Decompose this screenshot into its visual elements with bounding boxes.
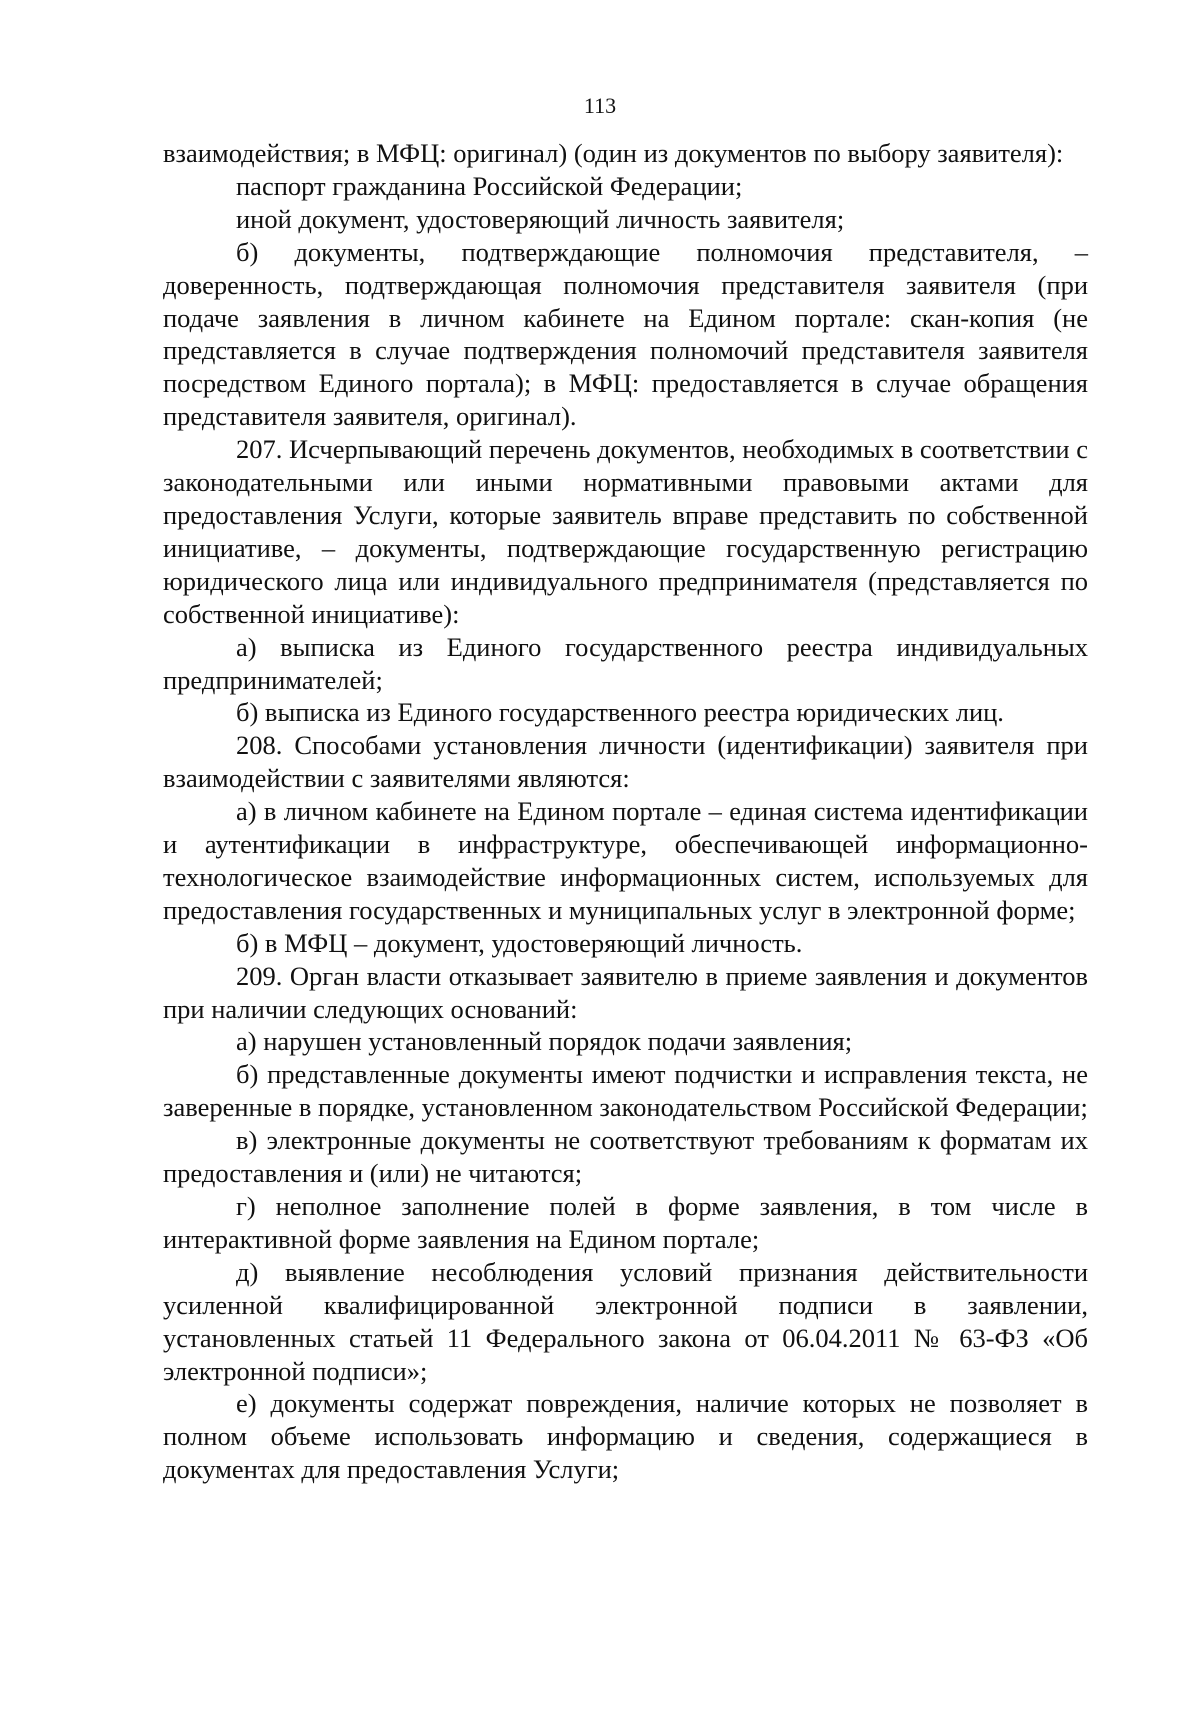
paragraph-207-b: б) выписка из Единого государственного реестра юридических лиц. [236,697,1004,728]
paragraph-208-b: б) в МФЦ – документ, удостоверяющий личность. [236,927,803,958]
paragraph-208: 208. Способами установления личности (идентификации) заявителя при взаимодействии с заявителями являются: [163,730,1088,794]
page-number: 113 [583,93,617,118]
paragraph-209-d: д) выявление несоблюдения условий признания действительности усиленной квалифицированной электронной подписи в заявлении, установленных статьей 11 Федерального закона от 06.04.2011 № 63-ФЗ «Об электронной подписи»; [163,1256,1088,1386]
paragraph-continuation: взаимодействия; в МФЦ: оригинал) (один из документов по выбору заявителя): [163,138,1064,168]
document-body [163,137,1088,1486]
paragraph-208-a: а) в личном кабинете на Едином портале – единая система идентификации и аутентификации в инфраструктуре, обеспечивающей информационно-технологическое взаимодействие информационных систем, используемых для предоставления государственных и муниципальных услуг в электронной форме; [163,796,1088,925]
paragraph-209: 209. Орган власти отказывает заявителю в приеме заявления и документов при наличии следующих оснований: [163,960,1088,1024]
paragraph-passport: паспорт гражданина Российской Федерации; [236,170,743,201]
paragraph-other-id: иной документ, удостоверяющий личность заявителя; [236,203,845,234]
paragraph-209-v: в) электронные документы не соответствуют требованиям к форматам их предоставления и (или) не читаются; [163,1125,1088,1189]
paragraph-207-a: а) выписка из Единого государственного реестра индивидуальных предпринимателей; [163,631,1088,695]
paragraph-209-g: г) неполное заполнение полей в форме заявления, в том числе в интерактивной форме заявления на Едином портале; [163,1191,1088,1254]
paragraph-209-e: е) документы содержат повреждения, наличие которых не позволяет в полном объеме использовать информацию и сведения, содержащиеся в документах для предоставления Услуги; [163,1388,1088,1485]
paragraph-209-a: а) нарушен установленный порядок подачи заявления; [236,1026,853,1057]
paragraph-207: 207. Исчерпывающий перечень документов, необходимых в соответствии с законодательными или иными нормативными правовыми актами для предоставления Услуги, которые заявитель вправе представить по собственной инициативе, – документы, подтверждающие государственную регистрацию юридического лица или индивидуального предпринимателя (представляется по собственной инициативе): [163,434,1088,629]
paragraph-209-b: б) представленные документы имеют подчистки и исправления текста, не заверенные в порядке, установленном законодательством Российской Федерации; [163,1059,1088,1123]
paragraph-representative-docs: б) документы, подтверждающие полномочия представителя, – доверенность, подтверждающая полномочия представителя заявителя (при подаче заявления в личном кабинете на Едином портале: скан-копия (не представляется в случае подтверждения полномочий представителя заявителя посредством Единого портала); в МФЦ: предоставляется в случае обращения представителя заявителя, оригинал). [163,236,1088,432]
